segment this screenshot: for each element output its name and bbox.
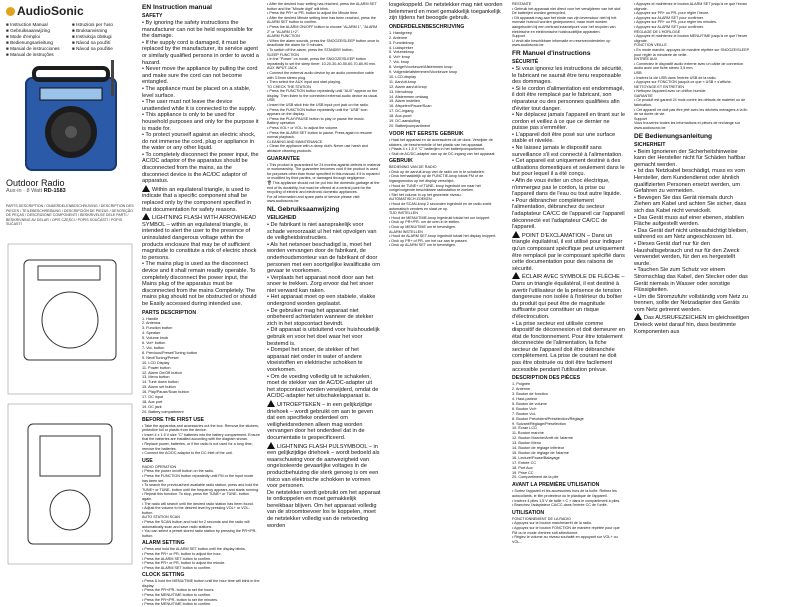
en-alarm-heading: ALARM SETTING xyxy=(142,540,185,547)
product-spec: Aux-in · 8 Watt xyxy=(6,188,43,194)
language-item: ■ Istruzioni per l'uso xyxy=(72,22,138,28)
en-support-text: For all information and spare parts of service please visit: www.audiosonic.be xyxy=(267,194,362,204)
parts-list-item: 5. Volumeknop xyxy=(389,50,415,55)
lightning-triangle-icon xyxy=(142,213,150,220)
parts-list-item: 3. Function button xyxy=(142,326,173,331)
parts-list-item: 9. Volgende/afstemmen/Voorkeuze knop xyxy=(389,70,458,75)
nl-safety-text: • De fabrikant is niet aansprakelijk voor schade veroorzaakt ul het niet opvolgen van de veiligheidsinstructies. • Als het netsnoer beschadigd is, moet het worden vervangen door de fabrikant, de onderhoudsmonteur van de fabrikant of door personen met een soortgelijke kwalificatie om gevaar te voorkomen. • Verplaats het apparaat nooit door aan het snoer te trekken. Zorg ervoor dat het snoer niet verward kan raken. • Het apparaat moet op een stabiele, vlakke ondergrond worden geplaatst. • De gebruiker mag het apparaat niet onbeheerd achterlaten wanneer de stekker zich in het stopcontact bevindt. • Dit apparaat is uitsluitend voor huishoudelijk gebruik en voor het doel waar het voor bestemd is. • Dompel het snoer, de stekker of het apparaat niet onder in water of andere vloeistoffen en elektrische schokken te voorkomen. • Om de voeding volledig uit te schakelen, moet de stekker van de AC/DC-adapter uit het stopcontact worden verwijderd, omdat de AC/DC-adapter het uitschakelapparaat is. xyxy=(267,221,380,400)
parts-list-item: 12. Alarm On/Off button xyxy=(142,370,182,375)
parts-list-item: 17. DC input xyxy=(142,395,164,400)
language-item: ■ Manual de instrucciones xyxy=(6,46,72,52)
fr-column xyxy=(510,0,628,575)
warning-triangle-icon xyxy=(142,185,150,192)
de-warning-text: Das AUSRUFEZEICHEN im gleichseitigen Dreieck weist darauf hin, dass bestimmte Komponenten aus xyxy=(634,315,751,335)
parts-description-heading: PARTS DESCRIPTION / ONDERDELENBESCHRIJVING / DESCRIPTION DES PIECES / TEILEBESCHREIBUNG / DESCRIPCIÓN DE PIEZAS / DESCRIÇÃO DE PEÇAS / DESCRIZIONE COMPONENTI / BESKRIVELSE DELE PARTI / BESKRIVNING AV DELAR / OPIS CZĘŚCI / POPIS SOUČÁSTÍ / POPIS SÚČASTÍ xyxy=(6,204,134,227)
parts-list-item: 7. Vol- button xyxy=(142,345,165,350)
language-item: ■ Bedienungsanleitung xyxy=(6,40,72,46)
language-item: ■ Návod na použitie xyxy=(72,46,138,52)
en-warning-block xyxy=(142,185,260,213)
en-warning-text: Within an equilateral triangle, is used to indicate that a specific component shall be replaced only by the component specified in that documentation for safety reasons. xyxy=(142,186,253,213)
parts-list-item: 16. Lecture/Pause/Balayage xyxy=(512,455,560,460)
parts-list-item: 18. Aux port xyxy=(142,399,163,404)
fr-warning-text: POINT D'EXCLAMATION – Dans un triangle équilatéral, il est utilisé pour indiquer qu'un composant spécifique peut uniquement être remplacé par le composant spécifié dans cette documentation pour des raisons de sécurité. xyxy=(512,232,627,272)
fr-parts-heading: DESCRIPTION DES PIÈCES xyxy=(512,375,581,382)
parts-list-item: 11. Power button xyxy=(142,365,171,370)
fr-before-heading: AVANT LA PREMIÈRE UTILISATION xyxy=(512,482,600,489)
parts-list-item: 16. Play/Pause/Scan button xyxy=(142,390,189,395)
en-before-heading: BEFORE THE FIRST USE xyxy=(142,416,204,423)
en-use-text: RADIO OPERATION • Press the power on/off button on the radio. • Press the FUNCTION button repeatedly until FM or the input mode has been set. • To search the previous/next available radio station, press and hold the TUNE+ or TUNE- button until the frequency appears and starts running. • Repeat this function. To stop, press the TUNE+ or TUNE- button again. • The radio will search until the desired radio station has been found. • Adjust the volume to the desired level by pressing VOL+ or VOL- button. AUTO STATION SCAN • Press the SCAN button and hold for 2 seconds and the radio will automatically scan and save radio stations. • You can select a preset stored radio station by pressing the PR+/PR- button. xyxy=(142,464,260,538)
en-safety-heading: SAFETY xyxy=(142,13,163,19)
language-item: ■ Návod na použití xyxy=(72,40,138,46)
en-use-heading: USE xyxy=(142,457,153,464)
parts-list-item: 18. Port Aux xyxy=(512,465,533,470)
radio-illustration xyxy=(6,60,136,180)
parts-list-item: 9. Next/Tuning/Preset xyxy=(142,355,179,360)
parts-list-item: 15. Bouton de réglage de l'alarme xyxy=(512,450,569,455)
parts-list-item: 14. Bouton de réglage inférieur xyxy=(512,446,565,451)
nl-lightning-text: LIGHTNING FLASH PIJLSYMBOOL – in een gelijkzijdige driehoek – wordt bedoeld als waarschuwing voor de aanwezigheid van ongeïsoleerde gevaarlijke voltages in de productbehuizing die sterk genoeg is om een risico van elektrische schokken te vormen voor personen. De netstekker wordt gebruikt om het apparaat te ontkoppelen en moet gemakkelijk bereikbaar blijven. Om het apparaat volledig van de stroomtoevoer los te koppelen, moet de netstekker volledig van de netvoeding worden xyxy=(267,443,381,529)
parts-list-item: 15. Alarm set button xyxy=(142,385,176,390)
en-clock-heading: CLOCK SETTING xyxy=(142,572,185,579)
nl-end-text: RESTANTE • Gebruik het apparaat niet direct voor het verwijderen van het stof. De batterijen worden gerecycled. • Dit apparaat mag aan het einde van zijn levensduur niet bij het normale huisvuil worden gedeponeerd, maar moet worden aangeboden bij een centraal inzamelpunt voor het recyclen van elektrische en elektronische huishoudelijke apparaten. Support U vindt alle beschikbare informatie en reserveonderdelen op www.audiosonic.be xyxy=(512,2,622,48)
nl-lightning-block xyxy=(267,442,381,530)
nl-safety-heading: VEILIGHEID xyxy=(267,214,297,221)
en-column xyxy=(140,0,262,607)
en-guarantee-heading: GUARANTEE xyxy=(267,155,300,162)
en-alarm-text: • Press and hold the ALARM SET button until the display blinks. • Press the PR+ or PR- button to adjust the hour. • Press the ALARM SET button to confirm. • Press the PR+ or PR- button to adjust the minute. • Press the ALARM SET button to confirm. xyxy=(142,547,246,570)
en-continued-text: • After the desired hour setting has reached, press the ALARM SET button and the "Minute digit" will blink. • Press the PR+ or PR- button to adjust the Minute time. • After the desired Minute setting time has been reached, press the ALARM SET button to confirm. • Press the ALARM ON/OFF button to choose "ALARM 1", "ALARM 2" or "ALARM 1+2". ALARM FUNCTION • When the alarm sounds, press the SNOOZE/SLEEP button once to deactivate the alarm for 9 minutes. • To switch off the alarm, press the STANDBY button. SLEEP FUNCTION • In the "Power" on mode, press the SNOOZE/SLEEP button repeatedly to set the sleep timer: 10-20-30-40-50-60-70-80-90 min. AUX INPUT JACK • Connect the external audio device by an audio connection cable with 3.5mm stereo plug. • Then select the AUX input and start playing. TO CHECK THE STATION • Press the FUNCTION button repeatedly until "AUX" appear on the display. Then listen to the connected external audio device as usual. USB • Insert the USB stick into the USB input port jack on the radio. • Press the FUNCTION button repeatedly until the "USB" icon appears on the display. • Press the PLAY/PAUSE button to play or pause the music. Battery operation • Press VOL+ or VOL- to adjust the volume. • Press the ALARM SET button to pause. Press again to resume normal playback. CLEANING AND MAINTENANCE • Clean the appliance with a damp cloth. Never use harsh and abrasive cleaning products. xyxy=(267,2,380,153)
parts-list-item: 3. Functieknop xyxy=(389,40,414,45)
warning-triangle-icon xyxy=(634,313,642,320)
warning-triangle-icon xyxy=(512,231,520,238)
parts-list-item: 4. Luidspreker xyxy=(389,45,414,50)
language-item: ■ Gebruiksaanwijzing xyxy=(6,28,72,34)
parts-list-item: 19. DC jack xyxy=(142,404,162,409)
parts-list-item: 20. Battery compartment xyxy=(142,409,184,414)
parts-list-item: 13. Menuknop xyxy=(389,89,414,94)
product-name: Outdoor Radio xyxy=(6,178,65,188)
language-item: ■ Instruction Manual xyxy=(6,22,72,28)
parts-list-item: 15. Alarm instellen xyxy=(389,99,421,104)
warning-triangle-icon xyxy=(267,400,275,407)
parts-list-item: 14. Afstemmen omlaag xyxy=(389,94,428,99)
parts-list-item: 14. Tune down button xyxy=(142,380,179,385)
en-before-text: • Take the apparatus and accessories out the box. Remove the stickers, protective foil or plastic from the device. • Insert 4 x 1.5 V size "C" batteries into the battery compartment. Ensure that the batteries are installed according with the diagram shown. • Replace power, batteries, or if the radio is not used for a long time, remove the batteries. • Connect the AC/DC adaptor to the DC inlet of the unit. xyxy=(142,423,260,456)
parts-list-item: 16. Afspelen/Pauze/Scan xyxy=(389,104,432,109)
en-env-block xyxy=(267,181,381,195)
parts-list-item: 9. Suivant/Réglage/Présélection xyxy=(512,421,567,426)
nl-column xyxy=(387,0,505,575)
parts-list-item: 1. Handle xyxy=(142,316,159,321)
product-subtitle xyxy=(6,188,66,194)
fr-parts-list xyxy=(512,382,626,480)
fr-use-text: FONCTIONNEMENT DE LA RADIO • Appuyez sur le bouton marche/arrêt de la radio. • Appuyez sur le bouton FONCTION de manière répétée pour que FM ou le mode d'entrée soit sélectionné. • Réglez le volume au niveau souhaité en appuyant sur VOL+ ou VOL-. xyxy=(512,516,620,544)
fr-warning-block xyxy=(512,231,626,273)
parts-list-item: 6. Bouton Vol+ xyxy=(512,406,537,411)
en-guarantee-text: • This product is guaranteed for 24 months against defects in material or workmanship. The guarantee becomes void if the product is used for purposes other than those specified in this manual, if it is repaired or modified by third parties, or damaged through negligence. xyxy=(267,162,382,181)
cover-column xyxy=(0,0,140,575)
parts-list-item: 13. Bouton Menu xyxy=(512,441,541,446)
nl-title: NL Gebruiksaanwijzing xyxy=(267,205,340,213)
brand-name: AudioSonic xyxy=(17,4,84,18)
parts-list-item: 8. Bouton Précédent/Présélection/Réglage xyxy=(512,416,584,421)
parts-list-item: 10. LCD-display xyxy=(389,74,417,79)
en-env-text: This appliance should not be put into the domestic garbage at the end of its durability, but must be offered at a central point for the recycling of electric and electronic domestic appliances. xyxy=(267,180,381,195)
parts-list-item: 19. Prise CC xyxy=(512,470,534,475)
lightning-triangle-icon xyxy=(267,442,275,449)
parts-list-item: 5. Volume knob xyxy=(142,336,169,341)
parts-list-item: 10. Écran LCD xyxy=(512,426,537,431)
nl-parts-heading: ONDERDELENBESCHRIJVING xyxy=(389,23,465,30)
parts-list-item: 17. Entrée CC xyxy=(512,460,537,465)
en-parts-heading: PARTS DESCRIPTION xyxy=(142,309,197,316)
fr-use-heading: UTILISATION xyxy=(512,509,545,516)
parts-list-item: 20. Batterijcompartiment xyxy=(389,124,431,128)
en-lightning-block xyxy=(142,213,260,261)
language-row xyxy=(6,52,138,58)
en-title: EN Instruction manual xyxy=(142,4,212,11)
lightning-triangle-icon xyxy=(512,272,520,279)
brand-logo xyxy=(6,4,84,18)
parts-list-item: 1. Handgreep xyxy=(389,30,413,35)
parts-list-item: 5. Bouton de volume xyxy=(512,401,547,406)
parts-list-item: 7. Bouton Vol- xyxy=(512,411,536,416)
parts-list-item: 8. Previous/Preset/Tuning button xyxy=(142,350,198,355)
parts-list-item: 2. Antenna xyxy=(142,321,161,326)
language-item: ■ Manual de instruções xyxy=(6,52,72,58)
nl-continued-text: losgekoppeld. De netstekker mag niet worden belemmerd en moet gemakkelijk toegankelijk zijn tijdens het beoogde gebruik. xyxy=(389,2,505,22)
fr-before-text: • Sortez l'appareil et les accessoires hors de la boîte. Retirez les autocollants, le film protecteur ou le plastique de l'appareil. • Insérez 4 piles 1,5 V de taille « C » dans le compartiment à piles. • Branchez l'adaptateur CA/CC dans l'entrée CC de l'unité. xyxy=(512,489,621,508)
fr-lightning-text: ÉCLAIR AVEC SYMBOLE DE FLÈCHE – Dans un triangle équilatéral, il est destiné à avertir l'utilisateur de la présence de tension dangereuse non isolée à l'intérieur du boîtier du produit qui peut être de magnitude suffisante pour constituer un risque d'électrocution. • La prise secteur est utilisée comme dispositif de déconnexion et doit demeurer en état de fonctionnement. Pour être totalement déconnectée de l'alimentation, la fiche secteur de l'appareil doit être débranchée complètement. La prise de courant ne doit pas être obstruée ou doit être facilement accessible pendant l'utilisation prévue. xyxy=(512,274,625,373)
nl-before-heading: VOOR HET EERSTE GEBRUIK xyxy=(389,130,464,137)
parts-list-item: 2. Antenne xyxy=(512,387,531,392)
fr-title: FR Manuel d'instructions xyxy=(512,49,591,57)
product-model: RD-1583 xyxy=(43,188,66,194)
language-list xyxy=(6,22,138,58)
en-parts-list xyxy=(142,317,260,415)
parts-list-item: 1. Poignée xyxy=(512,382,531,387)
de-safety-heading: SICHERHEIT xyxy=(634,141,666,148)
parts-list-item: 20. Compartiment de la pile xyxy=(512,475,559,480)
nl-warning-block xyxy=(267,400,381,442)
nl-parts-list xyxy=(389,31,503,129)
parts-list-item: 12. Bouton Marche/Arrêt de l'alarme xyxy=(512,436,573,441)
parts-list-item: 8. Vorige/Voorkeuze/Afstemmen knop xyxy=(389,65,453,70)
parts-list-item: 4. Haut-parleur xyxy=(512,396,538,401)
de-warning-block xyxy=(634,313,750,335)
parts-list-item: 2. Antenne xyxy=(389,35,408,40)
parts-list-item: 13. Menu button xyxy=(142,375,170,380)
fr-safety-text: • Si vous ignorez les instructions de sécurité, le fabricant ne saurait être tenu responsable des dommages. • Si le cordon d'alimentation est endommagé, il doit être remplacé par le fabricant, son réparateur ou des personnes qualifiées afin d'éviter tout danger. • Ne déplacez jamais l'appareil en tirant sur le cordon et veillez à ce que ce dernier ne puisse pas s'emmêler. • L'appareil doit être posé sur une surface stable et nivelée. • Ne laissez jamais le dispositif sans surveillance s'il est connecté à l'alimentation. • Cet appareil est uniquement destiné à des utilisations domestiques et seulement dans le but pour lequel il a été conçu. • Afin de vous éviter un choc électrique, n'immergez pas le cordon, la prise ou l'appareil dans de l'eau ou tout autre liquide. • Pour débrancher complètement l'alimentation, débranchez du secteur l'adaptateur CA/CC de l'appareil car l'appareil déconnecté est l'adaptateur CA/CC de l'appareil. xyxy=(512,65,626,231)
language-item: ■ Mode d'emploi xyxy=(6,34,72,40)
de-safety-text: • Beim Ignorieren der Sicherheitshinweise kann der Hersteller nicht für Schäden haftbar gemacht werden. • Ist das Netzkabel beschädigt, muss es vom Hersteller, dem Kundendienst oder ähnlich qualifizierten Personen ersetzt werden, um Gefahren zu vermeiden. • Bewegen Sie das Gerät niemals durch Ziehen am Kabel und achten Sie sicher, dass sich das Kabel nicht verwickelt. • Das Gerät muss auf einer ebenen, stabilen Fläche aufgestellt werden. • Das Gerät darf nicht unbeaufsichtigt bleiben, während es am Netz angeschlossen ist. • Dieses Gerät darf nur für den Haushaltsgebrauch und nur für den Zweck verwendet werden, für den es hergestellt wurde. • Tauchen Sie zum Schutz vor einem Stromschlag das Kabel, den Stecker oder das Gerät niemals in Wasser oder sonstige Flüssigkeiten. • Um die Stromzufuhr vollständig vom Netz zu trennen, sollte der Netzadapter des Geräts vom Netz getrennt werden. xyxy=(634,148,748,313)
en-lightning-text: LIGHTNING FLASH WITH ARROWHEAD SYMBOL – within an equilateral triangle, is intended to alert the user to the presence of uninsulated dangerous voltage within the products enclosure that may be of sufficient magnitude to constitute a risk of electric shock to persons. xyxy=(142,215,258,261)
en-nl-column xyxy=(265,0,383,575)
parts-list-item: 11. Aan/uit-knop xyxy=(389,79,417,84)
language-item: ■ Bruksanvisning xyxy=(72,28,138,34)
en-mains-text: • The mains plug is used as the disconnect device and it shall remain readily operable. To completely disconnect the power input, the Mains plug of the apparatus must be disconnected from the mains Completely. The mains plug should not be obstructed or should be Easily accessed during intended use. xyxy=(142,261,258,307)
de-title: DE Bedienungsanleitung xyxy=(634,132,713,140)
parts-list-item: 3. Bouton de fonction xyxy=(512,392,548,397)
parts-list-item: 17. DC-ingang xyxy=(389,109,414,114)
parts-list-item: 6. Vol+ button xyxy=(142,341,166,346)
fr-lightning-block xyxy=(512,272,626,373)
parts-list-item: 11. Bouton marche xyxy=(512,431,544,436)
parts-list-item: 18. Aux-poort xyxy=(389,114,412,119)
fr-safety-heading: SÉCURITÉ xyxy=(512,58,539,65)
en-clock-text: • Press & hold the MENU/TIME button until the hour time will blink in the display. • Press the PR+/PR- button to set the hours. • Press the MENU/TIME button to confirm. • Press the PR+/PR- button to set the minutes. • Press the MENU/TIME button to confirm. xyxy=(142,579,260,607)
nl-before-text: • Haal het apparaat en de accessoires uit de doos. Verwijder de stickers, de beschermfolie of het plastic van het apparaat. • Plaats 4 x 1,5 V "C" batterijen in het batterijcompartiment. • Sluit de AC/DC-adapter aan op de DC-ingang van het apparaat. xyxy=(389,137,496,156)
parts-list-item: 7. Vol- knop xyxy=(389,60,410,65)
language-item: ■ Instrukcja obsługi xyxy=(72,34,138,40)
parts-list-item: 19. DC-aansluiting xyxy=(389,119,421,124)
parts-list-item: 6. Vol+ knop xyxy=(389,55,411,60)
brand-mark-icon xyxy=(6,7,15,16)
parts-list-item: 10. LCD Display xyxy=(142,360,170,365)
recycle-bin-icon: 🗑 xyxy=(267,180,273,185)
nl-use-text: BEDIENING VAN DE RADIO • Druk op de aan/uit-knop van de radio om in te schakelen. • Druk herhaaldelijk op de FUNCTIE-knop totdat FM of de ingangsmodus op het display verschijnt. • Houd de TUNE+ of TUNE- knop ingedrukt om naar het vorige/volgende beschikbare radiostation te zoeken. • Stel het volume in op het gewenste niveau. AUTOMATISCH ZOEKEN • Houd de SCAN-knop 2 seconden ingedrukt en de radio zoekt automatisch zenders en slaat ze op. TIJD INSTELLEN • Houd de MENU/TIME-knop ingedrukt totdat het uur knippert. • Druk op PR+/PR- om de uren in te stellen. • Druk op MENU/TIME om te bevestigen. ALARM INSTELLEN • Houd de ALARM SET-knop ingedrukt totdat het display knippert. • Druk op PR+ of PR- om het uur aan te passen. • Druk op ALARM SET om te bevestigen. xyxy=(389,165,497,248)
parts-diagrams xyxy=(4,240,136,570)
fr-continued-text: • Appuyez et maintenez le bouton ALARM SET jusqu'à ce que l'écran clignote. • Appuyez sur PR+ ou PR- pour régler l'heure. • Appuyez sur ALARM SET pour confirmer. • Appuyez sur PR+ ou PR- pour régler les minutes. • Appuyez sur ALARM SET pour confirmer. RÉGLAGE DE L'HORLOGE • Appuyez et maintenez le bouton MENU/TIME jusqu'à ce que l'heure clignote. FONCTION VEILLE • En mode marche, appuyez de manière répétée sur SNOOZE/SLEEP pour régler la minuterie de veille. ENTRÉE AUX • Connectez le dispositif audio externe avec un câble de connexion audio avec une fiche stéréo 3,5 mm. USB • Insérez la clé USB dans l'entrée USB de la radio. • Appuyez sur FONCTION jusqu'à ce que « USB » s'affiche. NETTOYAGE ET ENTRETIEN • Nettoyez l'appareil avec un chiffon humide. GARANTIE • Ce produit est garanti 24 mois contre les défauts de matériel ou de fabrication. • Cet appareil ne doit pas être jeté avec les déchets ménagers à la fin de sa durée de vie. Support Vous trouverez toutes les informations et pièces de rechange sur www.audiosonic.be xyxy=(634,2,749,131)
parts-list-item: 4. Speaker xyxy=(142,331,161,336)
nl-use-heading: GEBRUIK xyxy=(389,158,413,165)
fr-de-column xyxy=(632,0,752,575)
nl-warning-text: UITROEPTEKEN – in een gelijkzijdige driehoek – wordt gebruikt om aan te geven dat een specifieke onderdeel om veiligheidsredenen alleen mag worden vervangen door het onderdeel dat in de documentatie is gespecificeerd. xyxy=(267,401,375,441)
en-safety-text: • By ignoring the safety instructions the manufacturer can not be held responsible for the damage. • If the supply cord is damaged, it must be replaced by the manufacturer, its service agent or similarly qualified persons in order to avoid a hazard. • Never move the appliance by pulling the cord and make sure the cord can not become entangled. • The appliance must be placed on a stable, level surface. • The user must not leave the device unattended while it is connected to the supply. • This appliance is only to be used for household purposes and only for the purpose it is made for. • To protect yourself against an electric shock, do not immerse the cord, plug or appliance in the water or any other liquid. • To completely disconnect the power input, the AC/DC adaptor of the apparatus should be disconnected from the mains, as the disconnect device is the AC/DC adaptor of apparatus. xyxy=(142,20,259,185)
parts-list-item: 12. Alarm aan/uit knop xyxy=(389,84,427,89)
